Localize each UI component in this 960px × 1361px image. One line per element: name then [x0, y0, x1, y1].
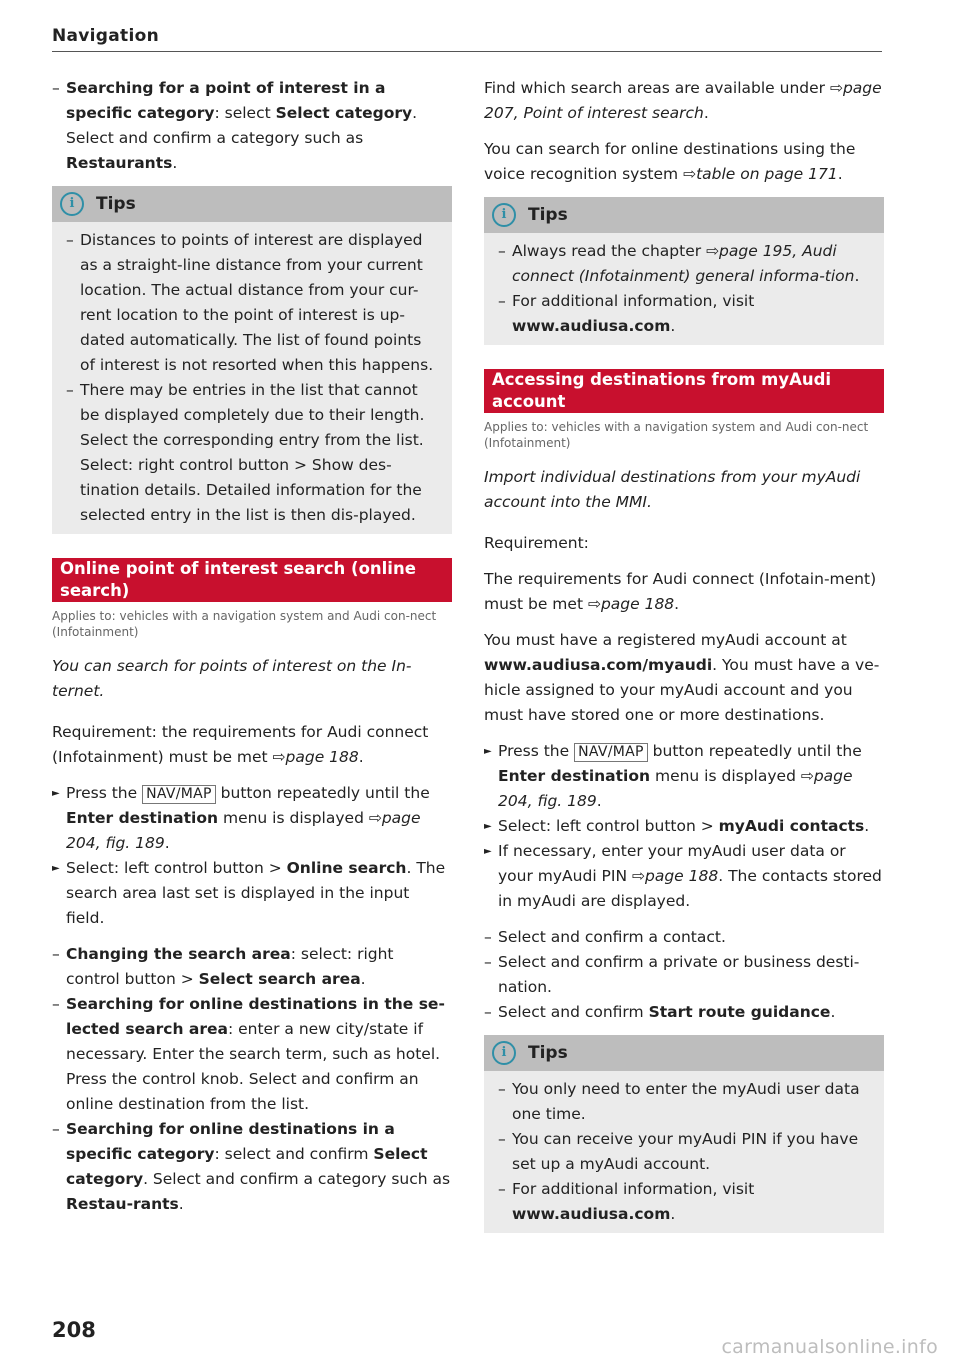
text: Always read the chapter: [512, 242, 707, 260]
bold-term: Changing the search area: [66, 945, 291, 963]
text: . You must have a ve-hicle assigned to your myAudi account and you must have stored one or more destinations.: [484, 656, 880, 724]
nav-map-key: NAV/MAP: [574, 743, 648, 762]
section-title: Accessing destinations from myAudi account: [484, 369, 884, 413]
page-reference-link[interactable]: ⇨page 204, fig. 189: [66, 809, 421, 852]
text: : enter a new city/state if necessary. Enter the search term, such as hotel. Press the control knob. Select and confirm an online destination from the list.: [66, 1020, 441, 1113]
step-item: [484, 839, 884, 914]
left-column: [52, 76, 452, 1217]
text: Select: left control button >: [498, 817, 719, 835]
bold-term: Enter destination: [66, 809, 219, 827]
text: Press the: [66, 784, 143, 802]
tips-body: [484, 233, 884, 345]
tips-header: [484, 1035, 884, 1071]
text: For additional information, visit: [512, 1180, 755, 1198]
text: : select: right control button >: [66, 945, 394, 988]
list-item: [52, 942, 452, 992]
info-icon: i: [492, 1041, 516, 1065]
tip-item: – You can receive your myAudi PIN if you have set up a myAudi account.: [498, 1127, 870, 1177]
step-item: ► Select: left control button > myAudi contacts.: [484, 814, 884, 839]
tips-box: [484, 1035, 884, 1233]
watermark: carmanualsonline.info: [721, 1336, 938, 1358]
intro-text: You can search for points of interest on the In-ternet.: [52, 657, 412, 700]
bold-term: Select search area: [198, 970, 361, 988]
text: . Select and confirm a category such as: [143, 1170, 451, 1188]
tips-box: [484, 197, 884, 345]
page-number: 208: [52, 1318, 96, 1342]
tips-title: Tips: [96, 193, 136, 214]
text: Select and confirm: [498, 1003, 649, 1021]
text: If necessary, enter your myAudi user data or your myAudi PIN: [498, 842, 846, 885]
info-icon: i: [492, 203, 516, 227]
paragraph: [484, 628, 884, 728]
text: You must have a registered myAudi account at: [484, 631, 847, 649]
bold-term: Online search: [286, 859, 407, 877]
bold-term: Searching for online destinations in the se-lected search area: [66, 995, 445, 1038]
bold-term: Start route guidance: [648, 1003, 831, 1021]
text: Press the: [498, 742, 575, 760]
list-item: – Select and confirm a contact.: [484, 925, 884, 950]
right-column: [484, 76, 884, 1257]
text: The requirements for Audi connect (Infotain-ment) must be met: [484, 570, 877, 613]
step-item: [52, 856, 452, 931]
tip-item: – There may be entries in the list that cannot be displayed completely due to their length. Select the corresponding entry from the list. Select: right control button > Show des-tination details. Detailed information for the selected entry in the list is then dis-played.: [66, 378, 438, 528]
text: You can search for online destinations using the voice recognition system: [484, 140, 856, 183]
requirement: Requirement: the requirements for Audi connect (Infotainment) must be met ⇨page 188.: [52, 723, 429, 766]
text: : select and confirm: [214, 1145, 374, 1163]
page-reference-link[interactable]: ⇨page 207, Point of interest search: [484, 79, 882, 122]
text: Requirement: the requirements for Audi connect (Infotainment) must be met: [52, 723, 429, 766]
tip-item: – Always read the chapter ⇨page 195, Audi connect (Infotainment) general informa-tion.: [498, 239, 870, 289]
tips-title: Tips: [528, 1042, 568, 1063]
page-reference-link[interactable]: ⇨page 188: [272, 748, 359, 766]
text: Find which search areas are available under: [484, 79, 830, 97]
text: For additional information, visit: [512, 292, 755, 310]
text: menu is displayed: [218, 809, 369, 827]
tips-title: Tips: [528, 204, 568, 225]
text: .: [172, 154, 178, 172]
text: button repeatedly until the: [647, 742, 862, 760]
header-rule: [52, 51, 882, 52]
text: .: [360, 970, 366, 988]
step-item: ► Press the NAV/MAP button repeatedly until the Enter destination menu is displayed ⇨page 204, fig. 189.: [484, 739, 884, 814]
list-item: [52, 992, 452, 1117]
text: . Select and confirm a category such as: [66, 104, 418, 147]
text: Select: left control button >: [66, 859, 287, 877]
bold-term: Restaurants: [66, 154, 173, 172]
list-item: [52, 1117, 452, 1217]
text: . The search area last set is displayed in the input field.: [66, 859, 446, 927]
paragraph: Find which search areas are available under ⇨page 207, Point of interest search.: [484, 79, 882, 122]
text: menu is displayed: [650, 767, 801, 785]
tips-body: [52, 222, 452, 534]
website-link[interactable]: www.audiusa.com: [512, 317, 671, 335]
tips-header: [52, 186, 452, 222]
info-icon: i: [60, 192, 84, 216]
page-reference-link[interactable]: ⇨page 204, fig. 189: [498, 767, 853, 810]
bold-term: Select category: [275, 104, 413, 122]
section-title: Online point of interest search (online search): [52, 558, 452, 602]
tips-header: [484, 197, 884, 233]
website-link[interactable]: www.audiusa.com/myaudi: [484, 656, 713, 674]
tip-item: – For additional information, visit www.audiusa.com.: [498, 289, 870, 339]
applies-to: Applies to: vehicles with a navigation system and Audi con-nect (Infotainment): [52, 609, 437, 639]
website-link[interactable]: www.audiusa.com: [512, 1205, 671, 1223]
tip-item: – You only need to enter the myAudi user data one time.: [498, 1077, 870, 1127]
tips-box: [52, 186, 452, 534]
bold-term: Searching for a point of interest in a specific category: [66, 79, 386, 122]
page-reference-link[interactable]: ⇨page 188: [587, 595, 675, 613]
bold-term: Enter destination: [498, 767, 651, 785]
tip-item: – Distances to points of interest are displayed as a straight-line distance from your current location. The actual distance from your cur-rent location to the point of interest is up-dated automatically. The list of found points of interest is not resorted when this happens.: [66, 228, 438, 378]
intro-text: Import individual destinations from your myAudi account into the MMI.: [484, 468, 861, 511]
text: : select: [214, 104, 276, 122]
text: . The contacts stored in myAudi are displayed.: [498, 867, 882, 910]
applies-to: Applies to: vehicles with a navigation system and Audi con-nect (Infotainment): [484, 420, 869, 450]
list-item: [52, 76, 452, 176]
tips-body: [484, 1071, 884, 1233]
page-reference-link[interactable]: ⇨page 188: [632, 867, 719, 885]
bold-term: myAudi contacts: [718, 817, 865, 835]
bold-term: Select category: [66, 1145, 428, 1188]
step-item: ► Press the NAV/MAP button repeatedly until the Enter destination menu is displayed ⇨page 204, fig. 189.: [52, 781, 452, 856]
page-reference-link[interactable]: ⇨table on page 171: [683, 165, 838, 183]
list-item: – Select and confirm Start route guidance.: [484, 1000, 884, 1025]
list-item: – Select and confirm a private or business desti-nation.: [484, 950, 884, 1000]
requirement-detail: The requirements for Audi connect (Infotain-ment) must be met ⇨page 188.: [484, 570, 877, 613]
bold-term: Restau-rants: [66, 1195, 179, 1213]
bold-term: Searching for online destinations in a specific category: [66, 1120, 395, 1163]
tip-item: – For additional information, visit www.audiusa.com.: [498, 1177, 870, 1227]
page-reference-link[interactable]: ⇨page 195, Audi connect (Infotainment) general informa-tion: [512, 242, 855, 285]
paragraph: You can search for online destinations using the voice recognition system ⇨table on page 171.: [484, 140, 856, 183]
requirement: Requirement:: [484, 534, 589, 552]
text: button repeatedly until the: [215, 784, 430, 802]
text: .: [178, 1195, 184, 1213]
page-header-title: Navigation: [52, 26, 159, 46]
nav-map-key: NAV/MAP: [142, 785, 216, 804]
